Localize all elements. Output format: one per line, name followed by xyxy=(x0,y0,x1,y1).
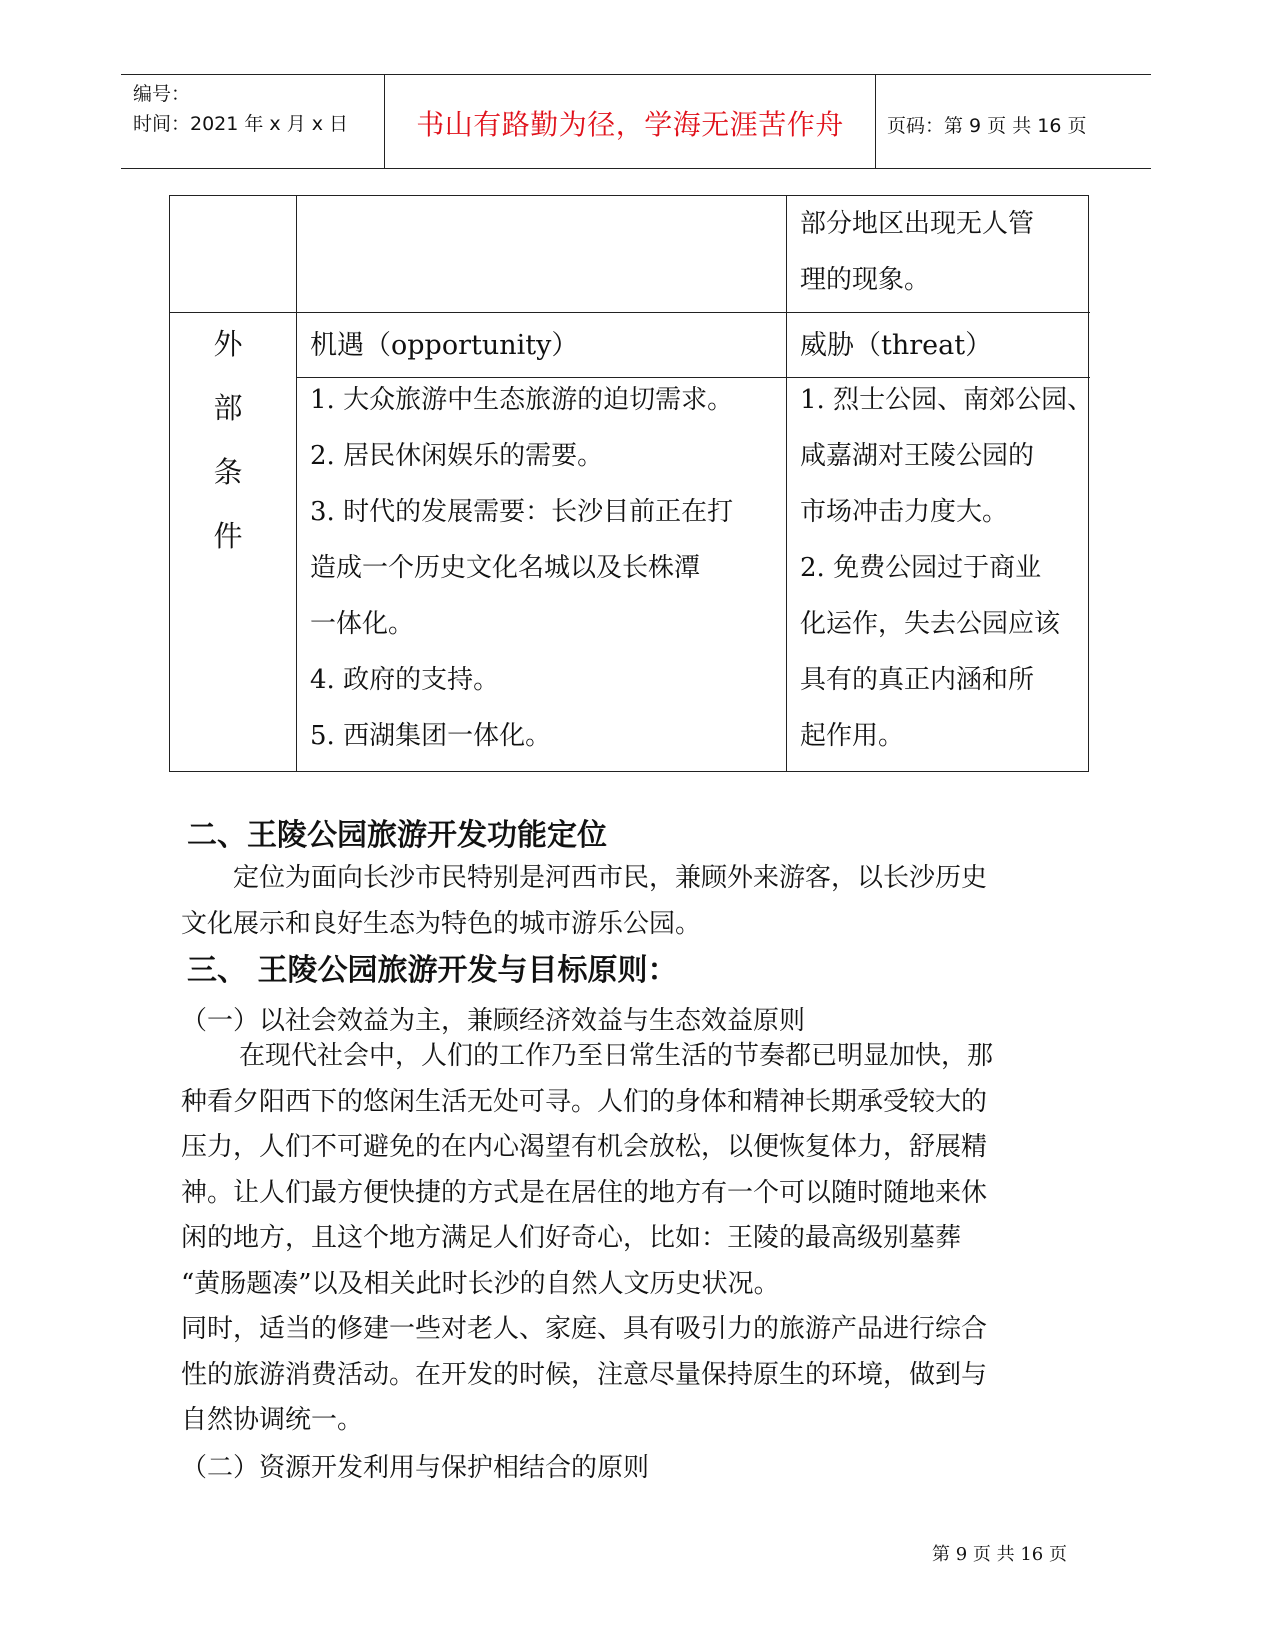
opportunity-line: 3. 时代的发展需要：长沙目前正在打 xyxy=(310,497,734,527)
subsection2-title: （二）资源开发利用与保护相结合的原则 xyxy=(181,1453,650,1483)
threat-header: 威胁（threat） xyxy=(800,330,993,361)
threat-line: 1. 烈士公园、南郊公园、 xyxy=(800,385,1094,415)
opportunity-line: 2. 居民休闲娱乐的需要。 xyxy=(310,441,604,471)
header-page-cell xyxy=(875,75,1151,168)
subsection1-paragraph xyxy=(181,1034,993,1307)
paragraph-line: “黄肠题凑”以及相关此时长沙的自然人文历史状况。 xyxy=(181,1268,780,1299)
paragraph-line: 闲的地方，且这个地方满足人们好奇心，比如：王陵的最高级别墓葬 xyxy=(181,1223,962,1253)
paragraph-line: 神。让人们最方便快捷的方式是在居住的地方有一个可以随时随地来休 xyxy=(181,1177,988,1208)
header-meta-cell xyxy=(121,75,384,168)
paragraph-line: 性的旅游消费活动。在开发的时候，注意尽量保持原生的环境，做到与 xyxy=(181,1359,988,1390)
page-footer: 第 9 页 共 16 页 xyxy=(932,1544,1067,1565)
subsection1-title: （一）以社会效益为主，兼顾经济效益与生态效益原则 xyxy=(181,1006,806,1036)
external-conditions-label xyxy=(198,312,258,568)
threat-continued-line: 理的现象。 xyxy=(800,265,931,295)
header-number-label: 编号： xyxy=(133,83,191,105)
header-page-label: 页码：第 9 页 共 16 页 xyxy=(887,115,1087,137)
header-motto: 书山有路勤为径，学海无涯苦作舟 xyxy=(416,108,844,141)
paragraph-line: 文化展示和良好生态为特色的城市游乐公园。 xyxy=(181,908,702,939)
external-label-char: 部 xyxy=(213,391,243,425)
header-motto-cell xyxy=(384,75,876,168)
threat-line: 化运作，失去公园应该 xyxy=(800,609,1061,639)
table-divider xyxy=(296,196,297,771)
threat-continued-cell xyxy=(800,196,1034,308)
external-label-char: 外 xyxy=(213,327,243,361)
opportunity-line: 5. 西湖集团一体化。 xyxy=(310,721,552,751)
page-header xyxy=(121,74,1151,169)
section3-title: 三、 王陵公园旅游开发与目标原则： xyxy=(187,953,678,988)
paragraph-line: 压力，人们不可避免的在内心渴望有机会放松，以便恢复体力，舒展精 xyxy=(181,1132,988,1162)
threat-line: 市场冲击力度大。 xyxy=(800,497,1009,527)
subsection1b-paragraph xyxy=(181,1307,987,1444)
threat-line: 2. 免费公园过于商业 xyxy=(800,553,1042,583)
paragraph-line: 自然协调统一。 xyxy=(181,1405,364,1435)
threat-list xyxy=(800,372,1093,764)
paragraph-line: 种看夕阳西下的悠闲生活无处可寻。人们的身体和精神长期承受较大的 xyxy=(181,1086,988,1117)
threat-line: 咸嘉湖对王陵公园的 xyxy=(800,441,1035,471)
opportunity-header: 机遇（opportunity） xyxy=(310,330,579,361)
swot-table xyxy=(169,195,1094,772)
header-time-label: 时间：2021 年 x 月 x 日 xyxy=(133,113,349,135)
opportunity-line: 1. 大众旅游中生态旅游的迫切需求。 xyxy=(310,385,734,415)
opportunity-line: 造成一个历史文化名城以及长株潭 xyxy=(310,553,701,583)
opportunity-line: 一体化。 xyxy=(310,609,415,639)
external-label-char: 条 xyxy=(213,455,243,489)
threat-continued-line: 部分地区出现无人管 xyxy=(800,209,1035,239)
section2-paragraph xyxy=(181,856,987,947)
section2-title: 二、王陵公园旅游开发功能定位 xyxy=(187,818,607,853)
paragraph-line: 在现代社会中，人们的工作乃至日常生活的节奏都已明显加快，那 xyxy=(239,1041,994,1071)
threat-line: 具有的真正内涵和所 xyxy=(800,665,1035,695)
opportunity-list xyxy=(310,372,733,764)
paragraph-line: 定位为面向长沙市民特别是河西市民，兼顾外来游客，以长沙历史 xyxy=(233,863,988,893)
paragraph-line: 同时，适当的修建一些对老人、家庭、具有吸引力的旅游产品进行综合 xyxy=(181,1314,988,1344)
table-divider xyxy=(786,196,787,771)
table-divider xyxy=(170,312,1090,313)
threat-line: 起作用。 xyxy=(800,721,905,751)
external-label-char: 件 xyxy=(213,519,243,553)
opportunity-line: 4. 政府的支持。 xyxy=(310,665,500,695)
